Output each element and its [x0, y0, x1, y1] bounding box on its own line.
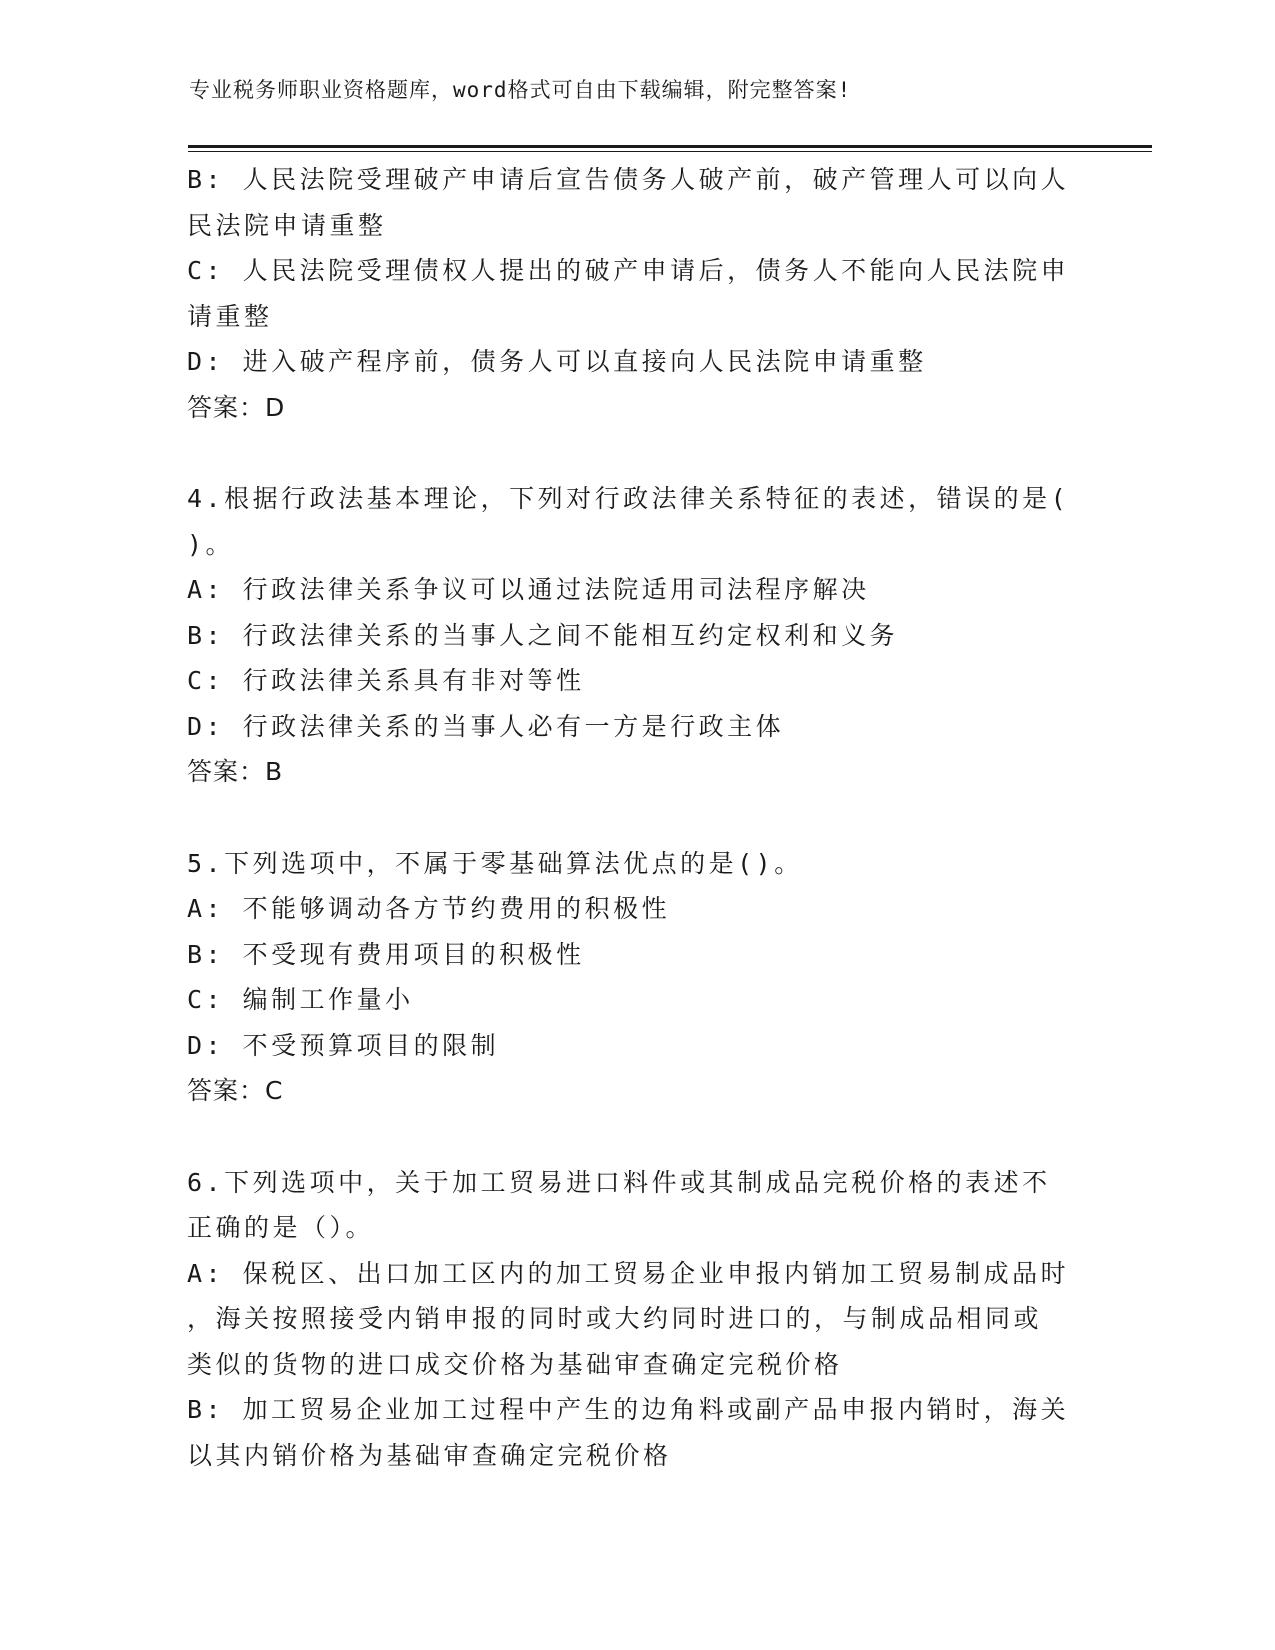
spacer	[187, 430, 1087, 476]
option-d-line-1: D: 进入破产程序前，债务人可以直接向人民法院申请重整	[187, 347, 927, 376]
question-4-option-c: C: 行政法律关系具有非对等性	[187, 666, 585, 695]
option-c-line-2: 请重整	[187, 301, 273, 331]
question-4-option-a: A: 行政法律关系争议可以通过法院适用司法程序解决	[187, 575, 870, 604]
question-5-stem-line-1: 5.下列选项中，不属于零基础算法优点的是()。	[187, 848, 803, 878]
option-c-line-1: C: 人民法院受理债权人提出的破产申请后，债务人不能向人民法院申	[187, 256, 1070, 285]
spacer	[187, 1114, 1087, 1160]
question-5-option-d: D: 不受预算项目的限制	[187, 1030, 500, 1060]
page-header-text: 专业税务师职业资格题库，word格式可自由下载编辑，附完整答案!	[189, 78, 852, 102]
question-3-continuation	[187, 157, 1087, 430]
header-rule-thick	[188, 145, 1152, 148]
question-4-stem-line-1: 4.根据行政法基本理论，下列对行政法律关系特征的表述，错误的是(	[187, 484, 1070, 513]
question-6-option-b-line-1: B: 加工贸易企业加工过程中产生的边角料或副产品申报内销时，海关	[187, 1395, 1070, 1424]
question-4-option-d: D: 行政法律关系的当事人必有一方是行政主体	[187, 711, 785, 741]
question-6-stem-line-2: 正确的是（）。	[187, 1213, 375, 1242]
question-6-option-a-line-3: 类似的货物的进口成交价格为基础审查确定完税价格	[187, 1349, 843, 1379]
question-5-option-b: B: 不受现有费用项目的积极性	[187, 939, 585, 969]
question-6	[187, 1160, 1087, 1479]
answer-4: 答案：B	[187, 757, 284, 786]
question-4	[187, 476, 1087, 795]
question-6-option-a-line-1: A: 保税区、出口加工区内的加工贸易企业申报内销加工贸易制成品时	[187, 1258, 1070, 1288]
question-5-option-a: A: 不能够调动各方节约费用的积极性	[187, 894, 671, 923]
spacer	[187, 795, 1087, 841]
answer-5: 答案：C	[187, 1076, 284, 1105]
question-6-option-b-line-2: 以其内销价格为基础审查确定完税价格	[187, 1440, 672, 1470]
answer-3: 答案：D	[187, 392, 286, 422]
question-5	[187, 841, 1087, 1114]
document-body	[187, 157, 1087, 1478]
option-b-line-2: 民法院申请重整	[187, 210, 387, 240]
question-6-option-a-line-2: ，海关按照接受内销申报的同时或大约同时进口的，与制成品相同或	[187, 1304, 1043, 1333]
question-4-option-b: B: 行政法律关系的当事人之间不能相互约定权利和义务	[187, 620, 899, 650]
header-rule-thin	[188, 151, 1152, 152]
question-6-stem-line-1: 6.下列选项中，关于加工贸易进口料件或其制成品完税价格的表述不	[187, 1167, 1051, 1197]
question-4-stem-line-2: )。	[187, 529, 235, 559]
option-b-line-1: B: 人民法院受理破产申请后宣告债务人破产前，破产管理人可以向人	[187, 165, 1070, 194]
question-5-option-c: C: 编制工作量小	[187, 985, 414, 1014]
